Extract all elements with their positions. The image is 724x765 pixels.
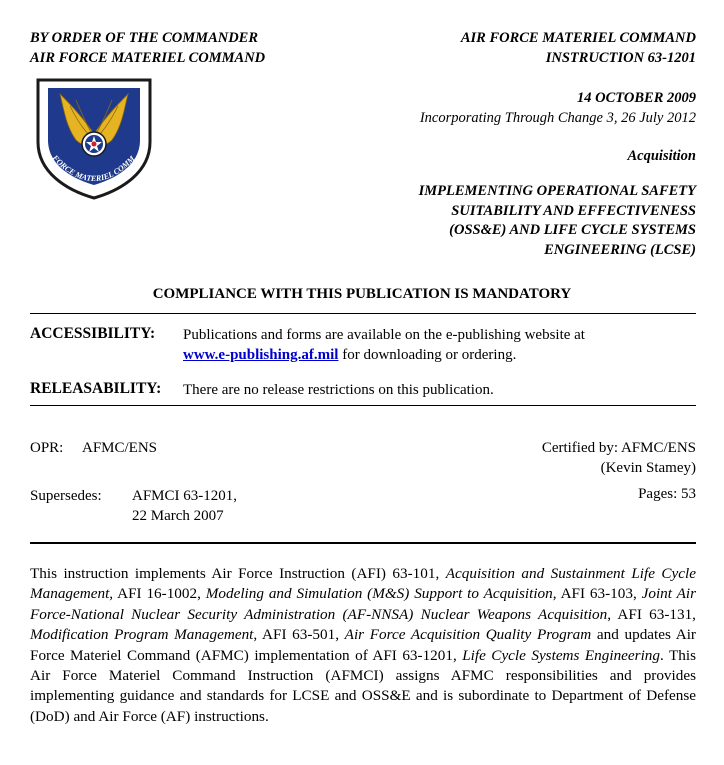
command-line: AIR FORCE MATERIEL COMMAND bbox=[30, 50, 266, 66]
body-text: This instruction implements Air Force Instruction (AFI) 63-101, bbox=[30, 565, 446, 582]
releasability-label: RELEASABILITY: bbox=[30, 380, 162, 397]
releasability-text: There are no release restrictions on this publication. bbox=[183, 382, 494, 398]
publisher-line: AIR FORCE MATERIEL COMMAND bbox=[460, 30, 696, 46]
document-title bbox=[419, 182, 696, 260]
header-right bbox=[461, 28, 696, 68]
body-paragraph bbox=[30, 564, 696, 727]
divider bbox=[30, 542, 696, 544]
accessibility-tail: for downloading or ordering. bbox=[338, 347, 517, 363]
opr-value: AFMC/ENS bbox=[82, 440, 158, 456]
body-italic: Life Cycle Systems Engineering bbox=[462, 646, 660, 664]
body-italic: Air Force Acquisition Quality Program bbox=[344, 626, 592, 644]
certified-line: Certified by: AFMC/ENS bbox=[541, 440, 696, 456]
header-left bbox=[30, 28, 265, 68]
title-line: (OSS&E) AND LIFE CYCLE SYSTEMS bbox=[449, 222, 696, 238]
opr-label: OPR: bbox=[30, 440, 64, 456]
page-count: Pages: 53 bbox=[638, 486, 696, 502]
divider bbox=[30, 405, 696, 406]
body-italic: Joint Air Force-National Nuclear Security Administration (AF-NNSA) Nuclear Weapons Acquisition bbox=[30, 585, 696, 623]
body-italic: Acquisition and Sustainment Life Cycle Management bbox=[30, 565, 696, 603]
title-line: ENGINEERING (LCSE) bbox=[544, 241, 696, 258]
certified-by bbox=[542, 438, 696, 478]
compliance-statement: COMPLIANCE WITH THIS PUBLICATION IS MANDATORY bbox=[152, 286, 572, 302]
accessibility-label: ACCESSIBILITY: bbox=[30, 325, 156, 342]
e-publishing-link[interactable]: www.e-publishing.af.mil bbox=[183, 347, 339, 363]
body-italic: Modeling and Simulation (M&S) Support to Acquisition bbox=[205, 585, 553, 603]
emblem-arc-text: FORCE MATERIEL COMM bbox=[50, 153, 137, 184]
shield-emblem-icon bbox=[30, 72, 158, 200]
superseded-document: AFMCI 63-1201, bbox=[132, 488, 238, 504]
certifier-name: (Kevin Stamey) bbox=[600, 460, 696, 476]
body-text: and updates Air Force Materiel Command (AFMC) implementation of AFI 63-1201, bbox=[30, 626, 696, 664]
body-text: . This Air Force Materiel Command Instruction (AFMCI) assigns AFMC responsibilities and provides implementing guidance and standards for LCSE and OSS&E and is subordinate to Department of Defense (DoD) and Air Force (AF) instructions. bbox=[30, 646, 696, 725]
supersedes-label: Supersedes: bbox=[30, 488, 102, 504]
publication-date: 14 OCTOBER 2009 bbox=[577, 90, 696, 106]
supersedes-value bbox=[132, 486, 237, 526]
body-text: , AFI 63-103, bbox=[552, 585, 642, 603]
title-line: IMPLEMENTING OPERATIONAL SAFETY bbox=[418, 183, 696, 199]
order-line: BY ORDER OF THE COMMANDER bbox=[30, 30, 259, 46]
instruction-number: INSTRUCTION 63-1201 bbox=[545, 50, 696, 66]
divider bbox=[30, 313, 696, 314]
accessibility-text bbox=[183, 325, 683, 365]
body-text: , AFI 63-501, bbox=[253, 626, 345, 644]
category: Acquisition bbox=[627, 148, 696, 164]
body-text: , AFI 16-1002, bbox=[109, 585, 206, 603]
accessibility-body: Publications and forms are available on the e-publishing website at bbox=[183, 327, 585, 343]
afmc-emblem bbox=[30, 72, 158, 200]
body-text: , AFI 63-131, bbox=[607, 605, 696, 623]
change-note: Incorporating Through Change 3, 26 July 2012 bbox=[419, 110, 696, 126]
superseded-date: 22 March 2007 bbox=[132, 508, 224, 524]
title-line: SUITABILITY AND EFFECTIVENESS bbox=[451, 202, 696, 219]
body-italic: Modification Program Management bbox=[30, 626, 254, 644]
